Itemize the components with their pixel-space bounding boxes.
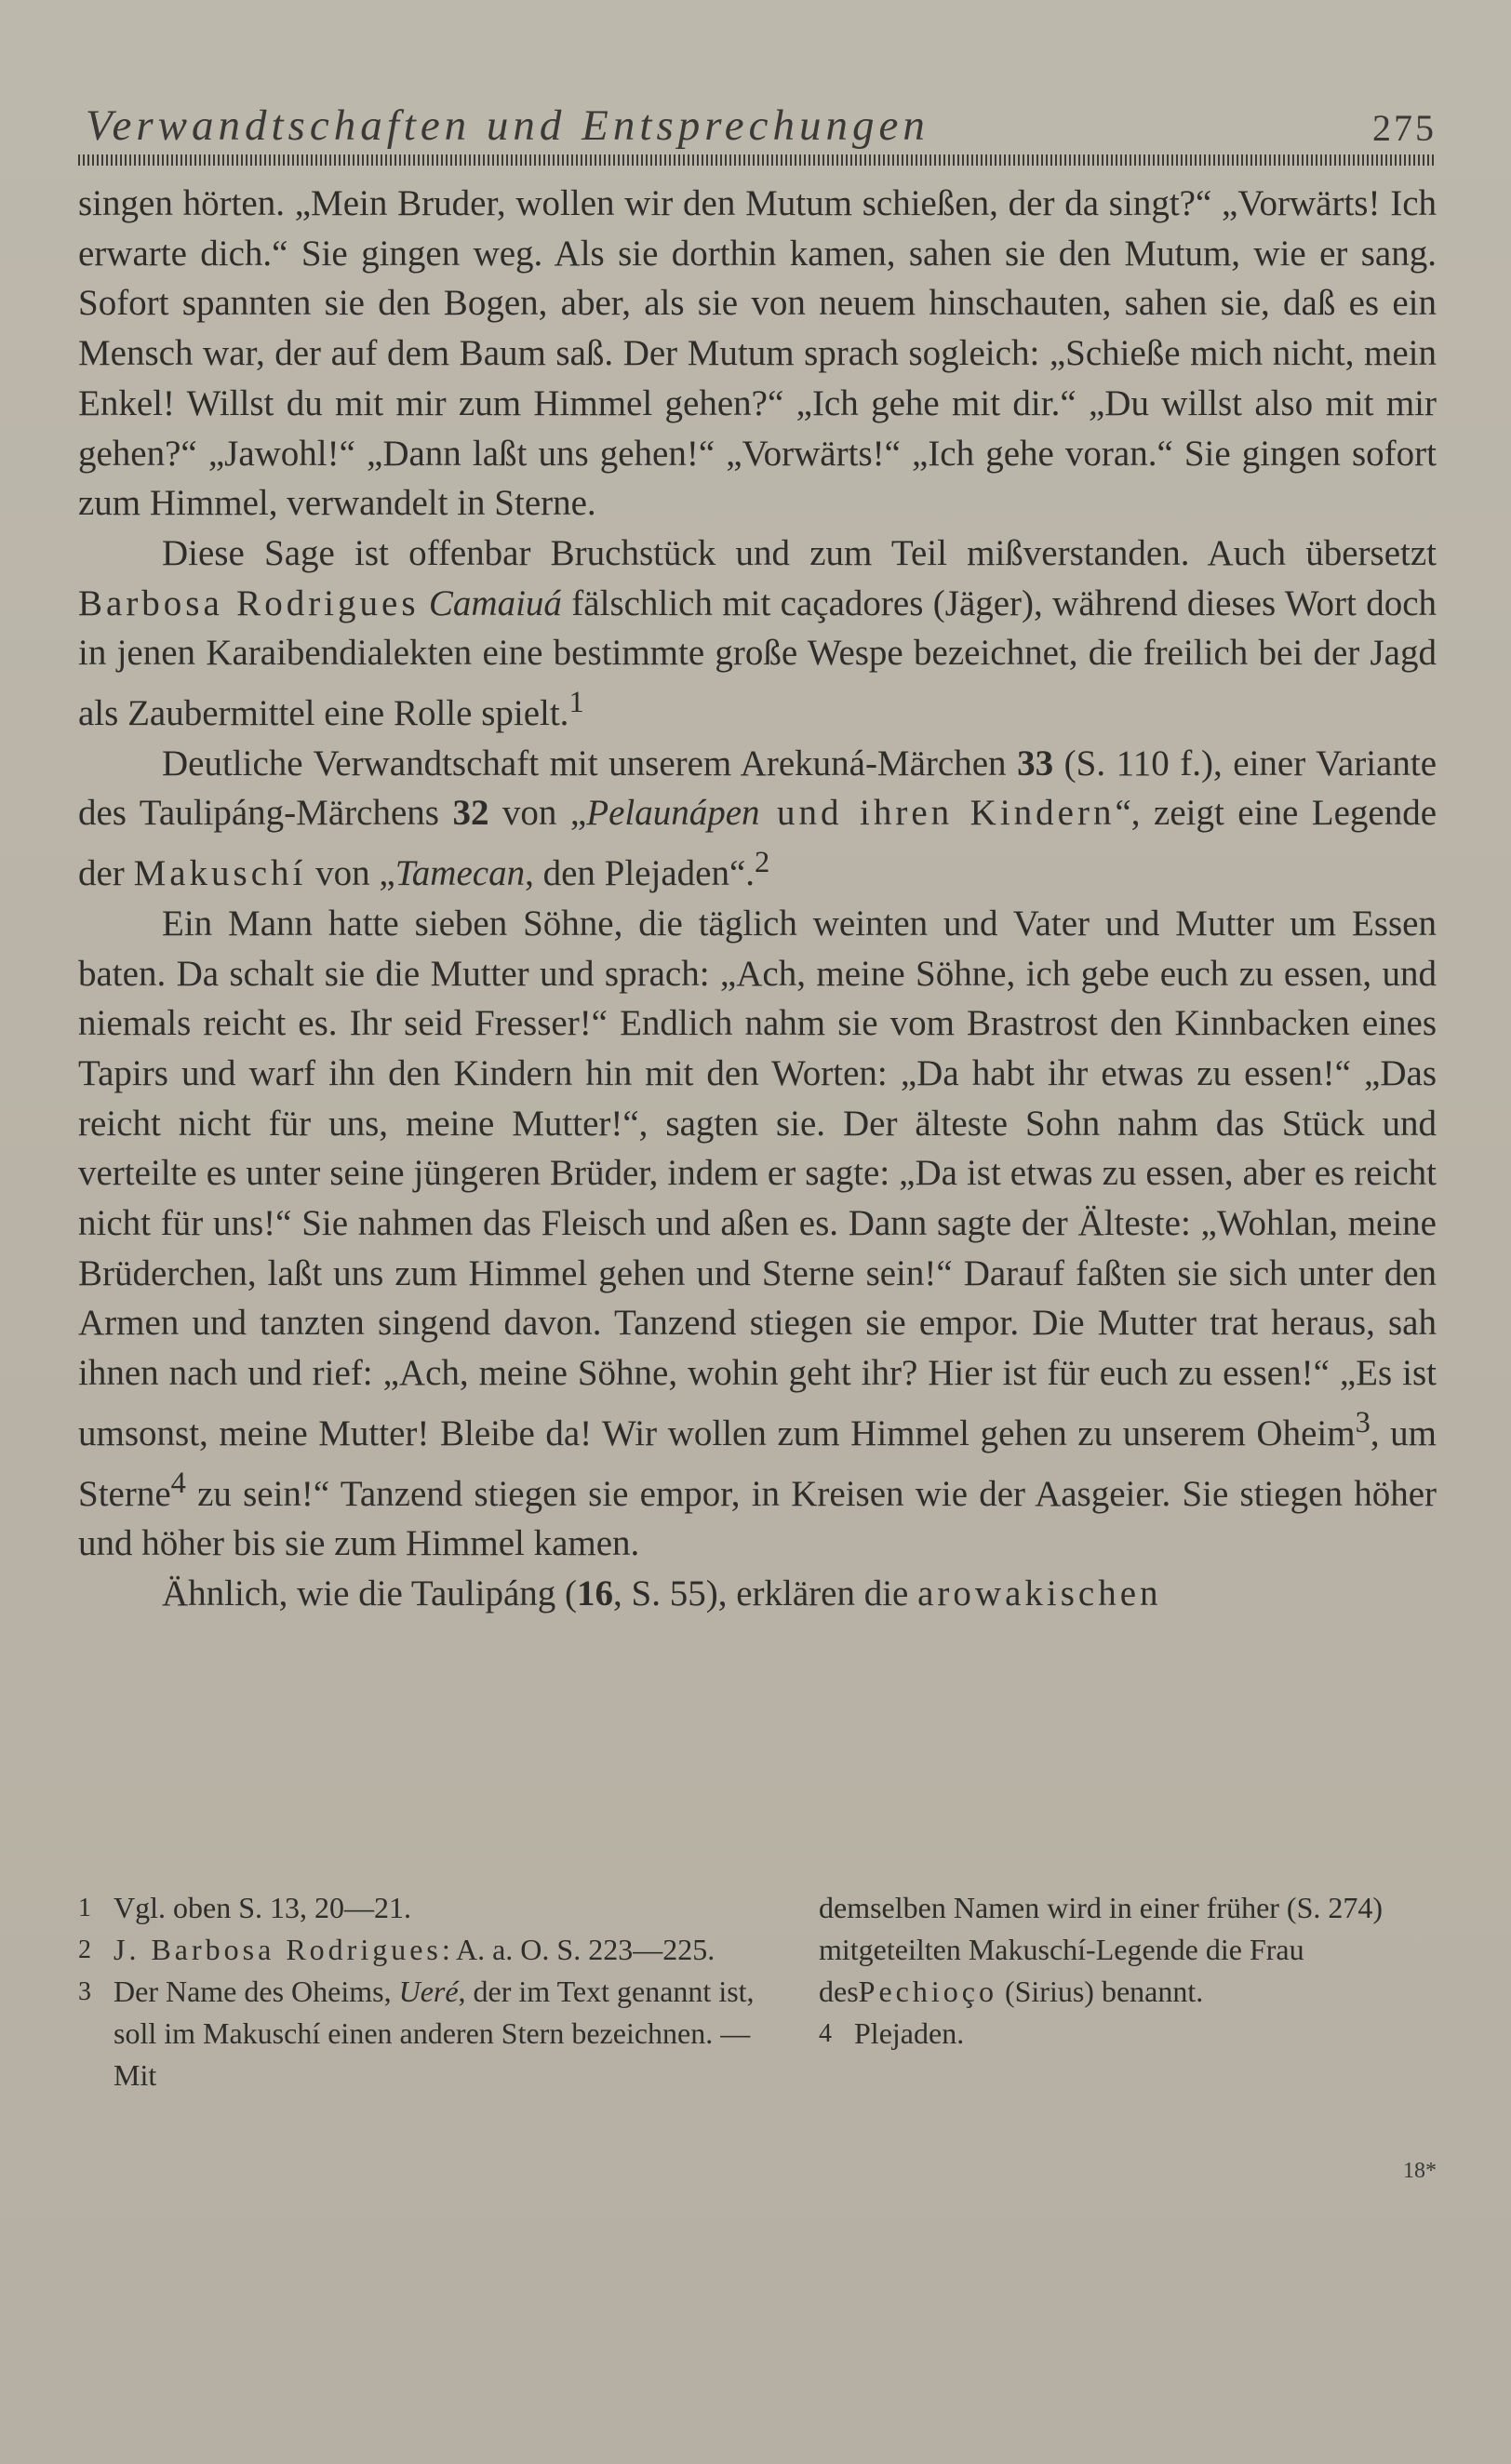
footnotes-left-column bbox=[78, 1887, 767, 2096]
footnote-4: 4 Plejaden. bbox=[819, 2016, 965, 2050]
page-number: 275 bbox=[1372, 107, 1437, 149]
tribe-name: Makuschí bbox=[133, 853, 307, 894]
tale-number-32: 32 bbox=[452, 793, 489, 834]
tale-number-33: 33 bbox=[1017, 743, 1054, 783]
footnote-ref-4: 4 bbox=[170, 1466, 186, 1500]
author-name: Barbosa Rodrigues bbox=[78, 583, 420, 623]
signature-mark: 18* bbox=[1403, 2159, 1437, 2183]
paragraph-2: Diese Sage ist offenbar Bruchstück und zum Teil mißverstanden. Auch übersetzt Barbosa Rodrigues Camaiuá fälschlich mit caçadores (Jäger), während dieses Wort doch in jenen Karaibendialekten eine bestimmte große Wespe bezeichnet, die freilich bei der Jagd als Zaubermittel eine Rolle spielt.$^1$ bbox=[78, 532, 1437, 734]
footnote-3-continued: demselben Namen wird in einer früher (S. 274) mitgeteilten Makuschí-Legende die Frau desPechioço (Sirius) benannt. bbox=[819, 1891, 1384, 2008]
main-text bbox=[78, 179, 1437, 1619]
footnote-3: 3 Der Name des Oheims, Ueré, der im Text genannt ist, soll im Makuschí einen anderen Stern bezeichnen. — Mit bbox=[78, 1975, 755, 2092]
header-rule bbox=[78, 154, 1437, 166]
paragraph-3: Deutliche Verwandtschaft mit unserem Arekuná-Märchen 33 (S. 110 f.), einer Variante des Taulipáng-Märchens 32 von „Pelaunápen und ihren Kindern“, zeigt eine Legende der Makuschí von „Tamecan, den Plejaden“.$^2$ bbox=[78, 743, 1437, 894]
footnote-ref-3: 3 bbox=[1355, 1405, 1371, 1440]
paragraph-4: Ein Mann hatte sieben Söhne, die täglich weinten und Vater und Mutter um Essen baten. Da schalt sie die Mutter und sprach: „Ach, meine Söhne, ich gebe euch zu essen, und niemals reicht es. Ihr seid Fresser!“ Endlich nahm sie vom Brastrost den Kinnbacken eines Tapirs und warf ihn den Kindern hin mit den Worten: „Da habt ihr etwas zu essen!“ „Das reicht nicht für uns, meine Mutter!“, sagten sie. Der älteste Sohn nahm das Stück und verteilte es unter seine jüngeren Brüder, indem er sagte: „Da ist etwas zu essen, aber es reicht nicht für uns!“ Sie nahmen das Fleisch und aßen es. Dann sagte der Älteste: „Wohlan, meine Brüderchen, laßt uns zum Himmel gehen und Sterne sein!“ Darauf faßten sie sich unter den Armen und tanzten singend davon. Tanzend stiegen sie empor. Die Mutter trat heraus, sah ihnen nach und rief: „Ach, meine Söhne, wohin geht ihr? Hier ist für euch zu essen!“ „Es ist umsonst, meine Mutter! Bleibe da! Wir wollen zum Himmel gehen zu unserem Oheim$^3$, um Sterne$^4$ zu sein!“ Tanzend stiegen sie empor, in Kreisen wie der Aasgeier. Sie stiegen höher und höher bis sie zum Himmel kamen. bbox=[78, 903, 1437, 1564]
paragraph-1: singen hörten. „Mein Bruder, wollen wir den Mutum schießen, der da singt?“ „Vorwärts! Ich erwarte dich.“ Sie gingen weg. Als sie dorthin kamen, sahen sie den Mutum, wie er sang. Sofort spannten sie den Bogen, aber, als sie von neuem hinschauten, sahen sie, daß es ein Mensch war, der auf dem Baum saß. Der Mutum sprach sogleich: „Schieße mich nicht, mein Enkel! Willst du mit mir zum Himmel gehen?“ „Ich gehe mit dir.“ „Du willst also mit mir gehen?“ „Jawohl!“ „Dann laßt uns gehen!“ „Vorwärts!“ „Ich gehe voran.“ Sie gingen sofort zum Himmel, verwandelt in Sterne. bbox=[78, 183, 1437, 524]
footnote-ref-2: 2 bbox=[755, 846, 770, 880]
term-camaiua: Camaiuá bbox=[428, 583, 562, 623]
tale-number-16: 16 bbox=[577, 1573, 614, 1614]
paragraph-5: Ähnlich, wie die Taulipáng (16, S. 55), erklären die arowakischen bbox=[162, 1573, 1162, 1614]
footnote-ref-1: 1 bbox=[568, 686, 584, 720]
running-title: Verwandtschaften und Entsprechungen bbox=[86, 101, 929, 150]
footnotes-right-column bbox=[819, 1887, 1461, 2055]
page-header bbox=[78, 100, 1437, 156]
footnote-2: 2 J. Barbosa Rodrigues: A. a. O. S. 223—225. bbox=[78, 1933, 715, 1966]
footnote-1: 1 Vgl. oben S. 13, 20—21. bbox=[78, 1891, 411, 1924]
